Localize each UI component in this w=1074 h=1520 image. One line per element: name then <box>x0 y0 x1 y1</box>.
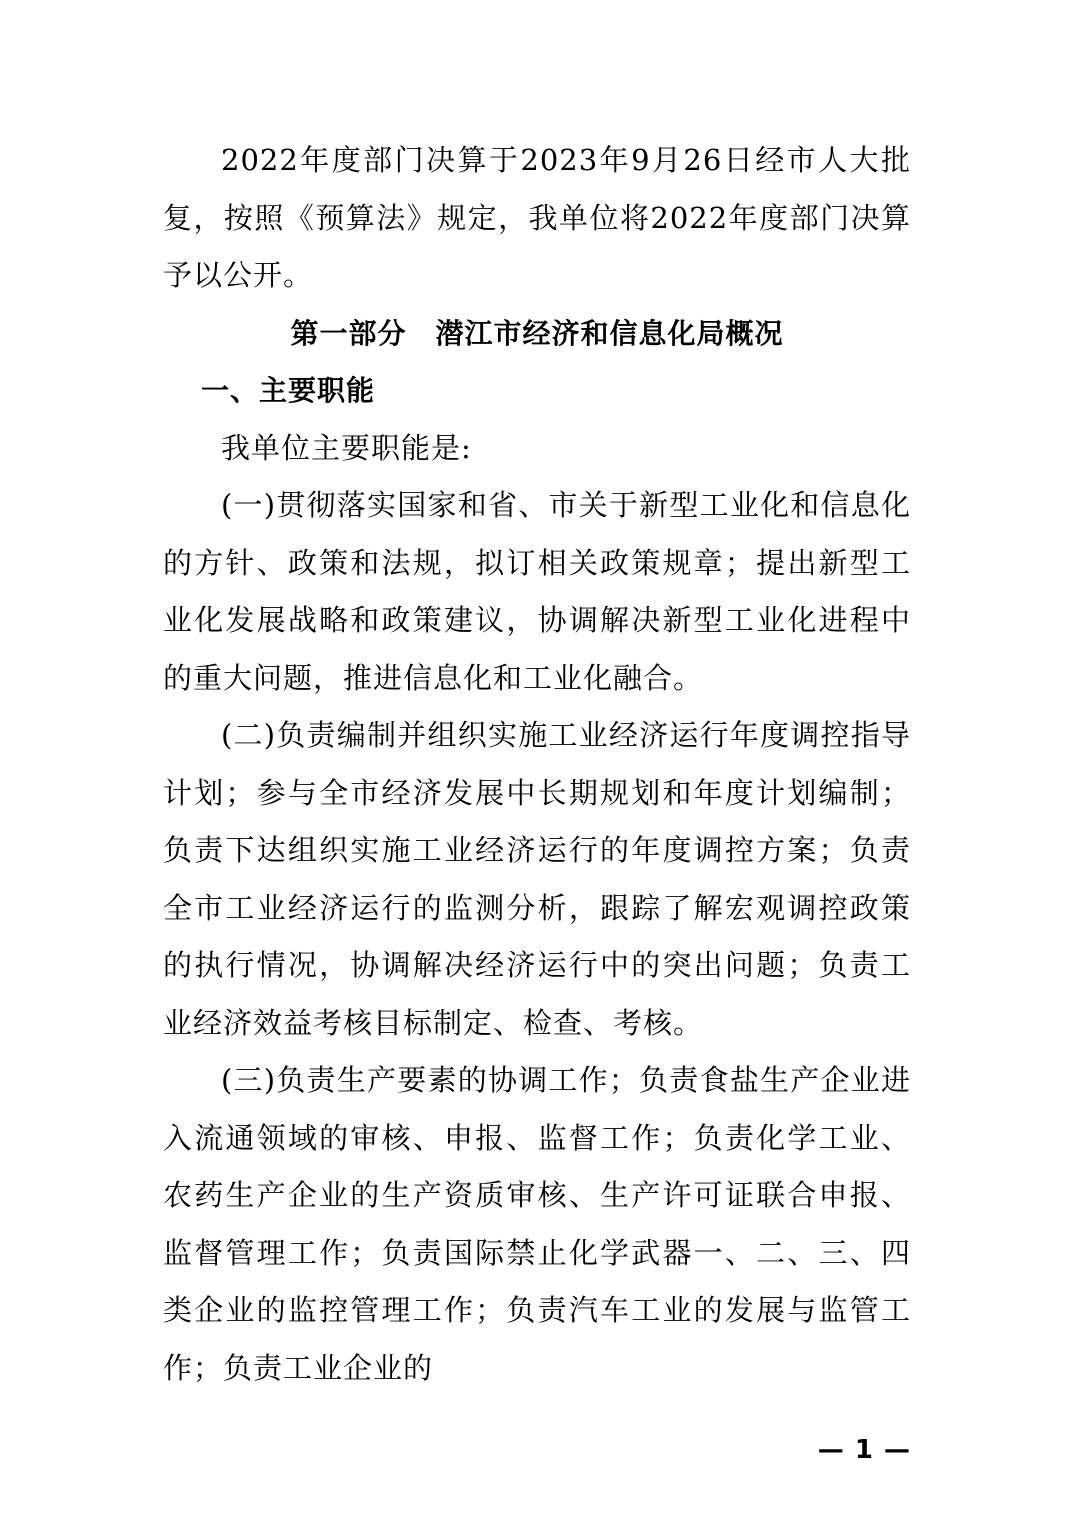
intro-paragraph: 2022年度部门决算于2023年9月26日经市人大批复，按照《预算法》规定，我单位将2022年度部门决算予以公开。 <box>163 143 911 292</box>
page-number: — 1 — <box>817 1435 911 1465</box>
duty-item-2: (二)负责编制并组织实施工业经济运行年度调控指导计划；参与全市经济发展中长期规划和年度计划编制；负责下达组织实施工业经济运行的年度调控方案；负责全市工业经济运行的监测分析，跟踪了解宏观调控政策的执行情况，协调解决经济运行中的突出问题；负责工业经济效益考核目标制定、检查、考核。 <box>163 718 911 1040</box>
lead-paragraph: 我单位主要职能是: <box>221 430 472 465</box>
duty-item-1: (一)贯彻落实国家和省、市关于新型工业化和信息化的方针、政策和法规，拟订相关政策规章；提出新型工业化发展战略和政策建议，协调解决新型工业化进程中的重大问题，推进信息化和工业化融合。 <box>163 488 911 695</box>
document-body <box>163 132 911 1397</box>
section-heading: 一、主要职能 <box>201 374 376 407</box>
part-title: 第一部分 潜江市经济和信息化局概况 <box>290 316 784 350</box>
duty-item-3: (三)负责生产要素的协调工作；负责食盐生产企业进入流通领域的审核、申报、监督工作；负责化学工业、农药生产企业的生产资质审核、生产许可证联合申报、监督管理工作；负责国际禁止化学武器一、二、三、四类企业的监控管理工作；负责汽车工业的发展与监管工作；负责工业企业的 <box>163 1063 911 1385</box>
